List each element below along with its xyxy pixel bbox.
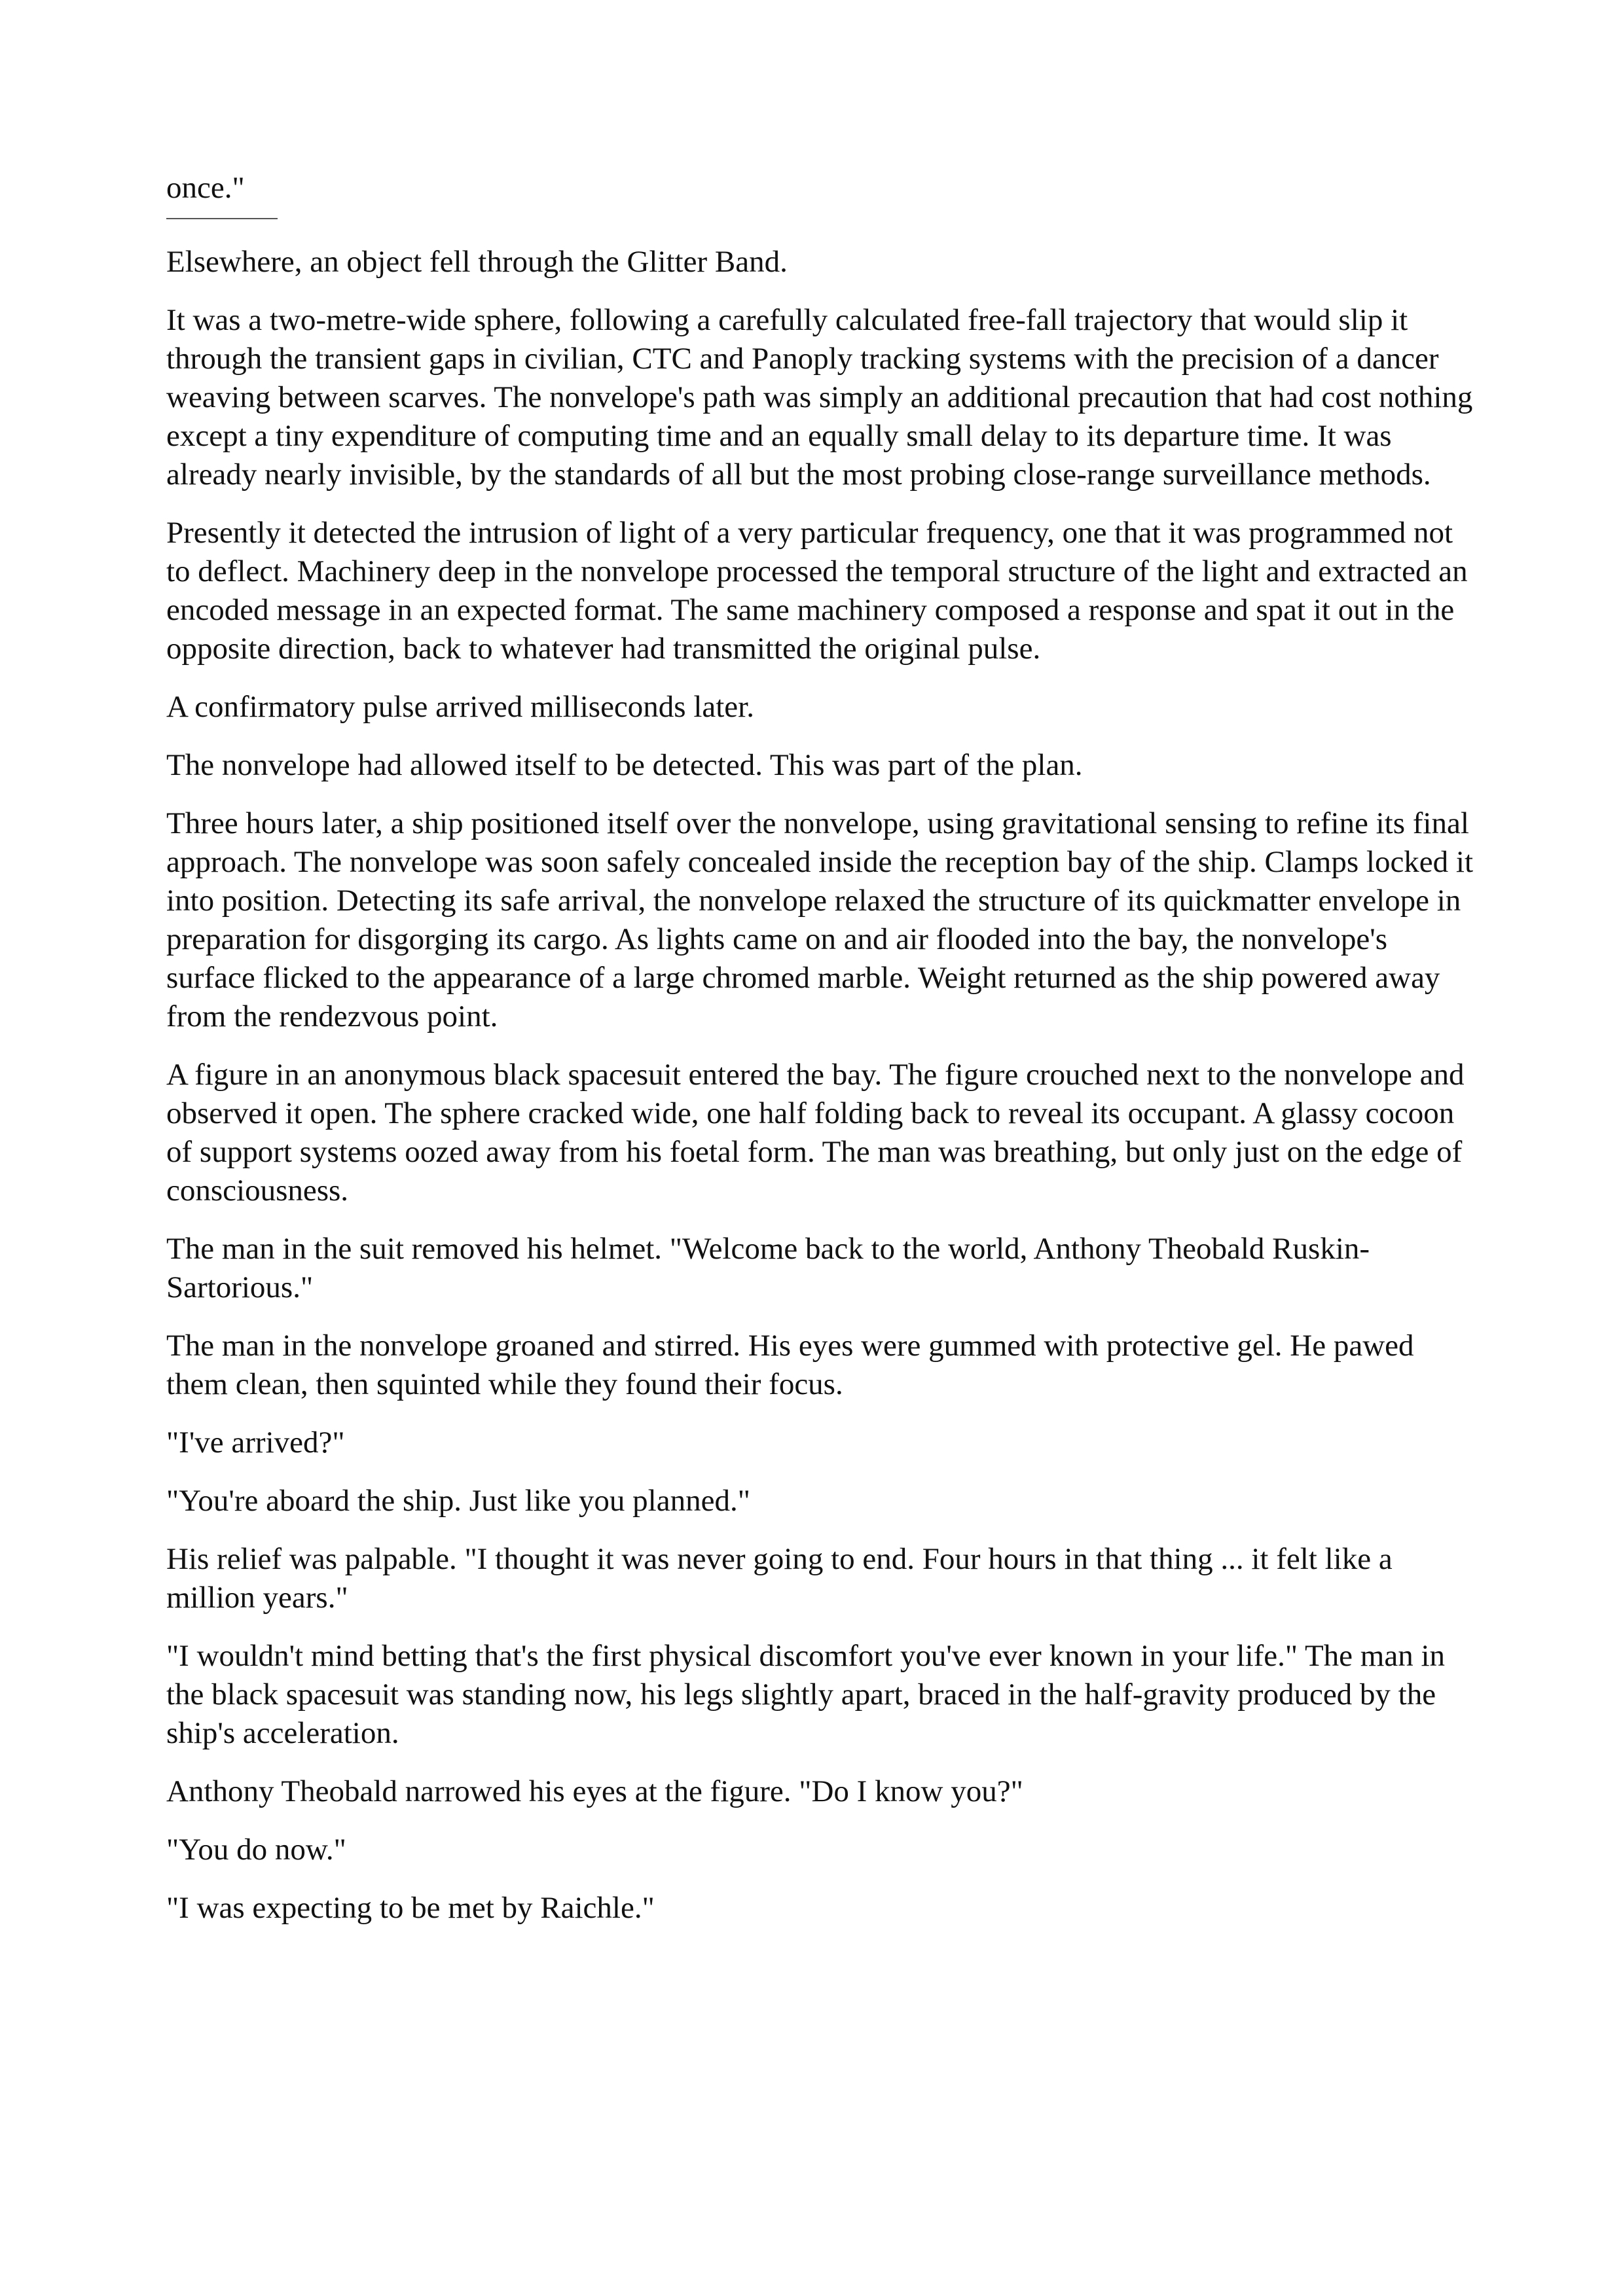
paragraph: The man in the suit removed his helmet. "Welcome back to the world, Anthony Theobald Ruskin-Sartorious."	[166, 1232, 1370, 1304]
paragraph: His relief was palpable. "I thought it was never going to end. Four hours in that thing ... it felt like a million years."	[166, 1542, 1393, 1615]
paragraph: "You do now."	[166, 1833, 346, 1867]
paragraph: Elsewhere, an object fell through the Glitter Band.	[166, 245, 788, 279]
paragraph: "I wouldn't mind betting that's the first physical discomfort you've ever known in your life." The man in the black spacesuit was standing now, his legs slightly apart, braced in the half-gravity produced by the ship's acceleration.	[166, 1639, 1446, 1750]
paragraph: "I've arrived?"	[166, 1426, 345, 1460]
paragraph: Presently it detected the intrusion of light of a very particular frequency, one that it was programmed not to deflect. Machinery deep in the nonvelope processed the temporal structure of the light and extracted an encoded message in an expected format. The same machinery composed a response and spat it out in the opposite direction, back to whatever had transmitted the original pulse.	[166, 516, 1468, 666]
section-divider	[166, 218, 278, 219]
paragraph: The man in the nonvelope groaned and stirred. His eyes were gummed with protective gel. He pawed them clean, then squinted while they found their focus.	[166, 1329, 1414, 1401]
paragraph: A confirmatory pulse arrived milliseconds later.	[166, 690, 754, 724]
paragraph: The nonvelope had allowed itself to be detected. This was part of the plan.	[166, 748, 1083, 782]
paragraph: Anthony Theobald narrowed his eyes at the figure. "Do I know you?"	[166, 1774, 1023, 1808]
paragraph: Three hours later, a ship positioned itself over the nonvelope, using gravitational sensing to refine its final approach. The nonvelope was soon safely concealed inside the reception bay of the ship. Clamps locked it into position. Detecting its safe arrival, the nonvelope relaxed the structure of its quickmatter envelope in preparation for disgorging its cargo. As lights came on and air flooded into the bay, the nonvelope's surface flicked to the appearance of a large chromed marble. Weight returned as the ship powered away from the rendezvous point.	[166, 806, 1474, 1033]
paragraph-continuation: once."	[166, 171, 245, 205]
paragraph: It was a two-metre-wide sphere, following a carefully calculated free-fall trajectory that would slip it through the transient gaps in civilian, CTC and Panoply tracking systems with the precision of a dancer weaving between scarves. The nonvelope's path was simply an additional precaution that had cost nothing except a tiny expenditure of computing time and an equally small delay to its departure time. It was already nearly invisible, by the standards of all but the most probing close-range surveillance methods.	[166, 303, 1473, 492]
paragraph: "I was expecting to be met by Raichle."	[166, 1891, 655, 1925]
page-body	[166, 169, 1476, 1947]
paragraph: A figure in an anonymous black spacesuit entered the bay. The figure crouched next to the nonvelope and observed it open. The sphere cracked wide, one half folding back to reveal its occupant. A glassy cocoon of support systems oozed away from his foetal form. The man was breathing, but only just on the edge of consciousness.	[166, 1058, 1465, 1208]
paragraph: "You're aboard the ship. Just like you planned."	[166, 1484, 750, 1518]
